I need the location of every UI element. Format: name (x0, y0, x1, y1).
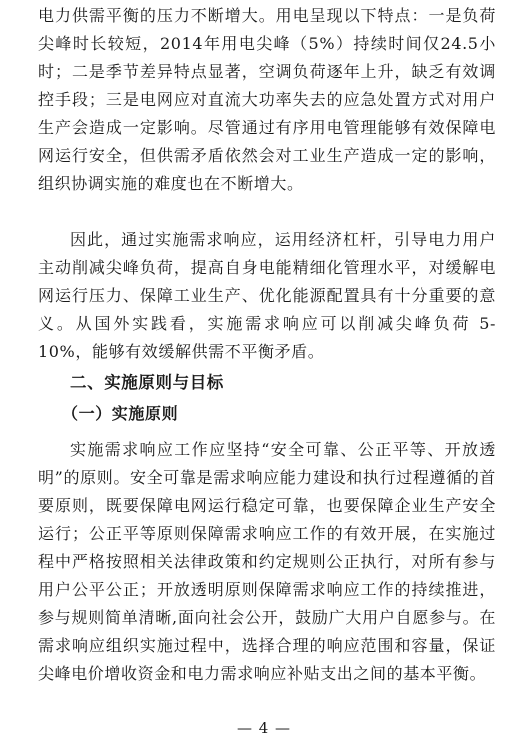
body-paragraph-continuation: 电力供需平衡的压力不断增大。用电呈现以下特点：一是负荷尖峰时长较短，2014年用电尖峰（5%）持续时间仅24.5小时；二是季节差异特点显著，空调负荷逐年上升，缺乏有效调控手段；三是电网应对直流大功率失去的应急处置方式对用户生产会造成一定影响。尽管通过有序用电管理能够有效保障电网运行安全，但供需矛盾依然会对工业生产造成一定的影响，组织协调实施的难度也在不断增大。 (38, 6, 496, 193)
section-heading: 二、实施原则与目标 (70, 373, 224, 392)
subsection-heading: （一）实施原则 (62, 404, 179, 423)
body-paragraph-principles: 实施需求响应工作应坚持“安全可靠、公正平等、开放透明”的原则。安全可靠是需求响应能力建设和执行过程遵循的首要原则，既要保障电网运行稳定可靠，也要保障企业生产安全运行；公正平等原则保障需求响应工作的有效开展，在实施过程中严格按照相关法律政策和约定规则公正执行，对所有参与用户公平公正；开放透明原则保障需求响应工作的持续推进，参与规则简单清晰,面向社会公开，鼓励广大用户自愿参与。在需求响应组织实施过程中，选择合理的响应范围和容量，保证尖峰电价增收资金和电力需求响应补贴支出之间的基本平衡。 (38, 440, 496, 683)
page-number: — 4 — (236, 719, 292, 737)
body-paragraph-demand-response-significance: 因此，通过实施需求响应，运用经济杠杆，引导电力用户主动削减尖峰负荷，提高自身电能精细化管理水平，对缓解电网运行压力、保障工业生产、优化能源配置具有十分重要的意义。从国外实践看，实施需求响应可以削减尖峰负荷 5-10%，能够有效缓解供需不平衡矛盾。 (38, 230, 496, 361)
